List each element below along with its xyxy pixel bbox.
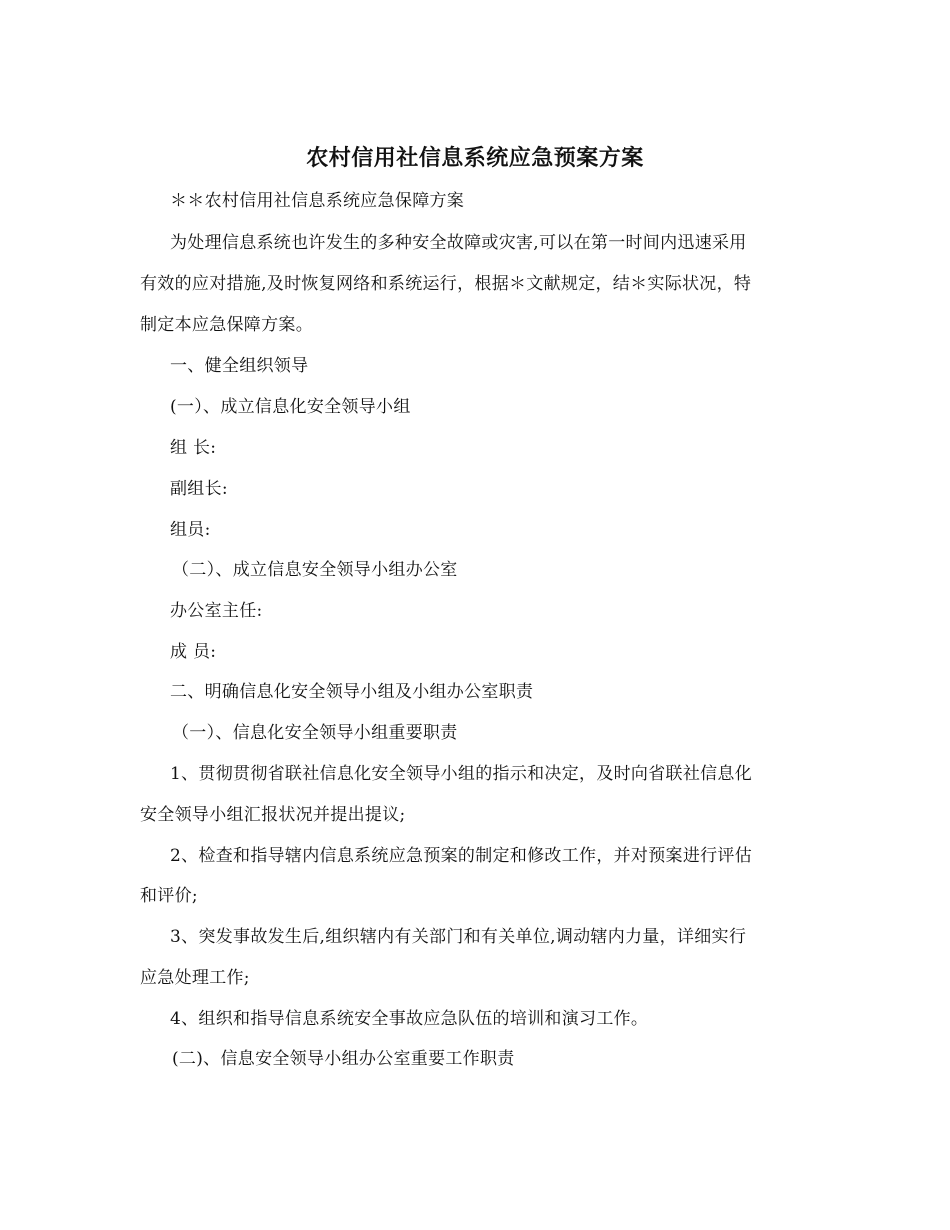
list-item-line: 2、检查和指导辖内信息系统应急预案的制定和修改工作，并对预案进行评估	[170, 846, 753, 866]
role-line: 副组长:	[170, 479, 228, 499]
list-item-line: 安全领导小组汇报状况并提出提议;	[140, 805, 406, 825]
role-line: 办公室主任:	[170, 601, 263, 621]
paragraph-line: 制定本应急保障方案。	[140, 315, 313, 335]
list-item-line: 4、组织和指导信息系统安全事故应急队伍的培训和演习工作。	[170, 1009, 649, 1029]
document-title: 农村信用社信息系统应急预案方案	[306, 145, 644, 171]
paragraph-line: 为处理信息系统也许发生的多种安全故障或灾害,可以在第一时间内迅速采用	[170, 233, 747, 253]
paragraph-line: 有效的应对措施,及时恢复网络和系统运行，根据＊文献规定，结＊实际状况，特	[140, 274, 752, 294]
list-item-line: 3、突发事故发生后,组织辖内有关部门和有关单位,调动辖内力量，详细实行	[170, 927, 747, 947]
subtitle-line: ＊＊农村信用社信息系统应急保障方案	[170, 191, 465, 211]
list-item-line: 1、贯彻贯彻省联社信息化安全领导小组的指示和决定，及时向省联社信息化	[170, 764, 753, 784]
role-line: 组员:	[170, 520, 211, 540]
list-item-line: 应急处理工作;	[140, 968, 250, 988]
subsection-heading: （一）、信息化安全领导小组重要职责	[172, 723, 458, 743]
section-heading: 二、明确信息化安全领导小组及小组办公室职责	[170, 682, 534, 702]
subsection-heading: （二）、成立信息安全领导小组办公室	[172, 560, 458, 580]
role-line: 组 长:	[170, 438, 217, 458]
role-line: 成 员:	[170, 642, 217, 662]
subsection-heading: (二)、信息安全领导小组办公室重要工作职责	[172, 1049, 515, 1069]
subsection-heading: (一）、成立信息化安全领导小组	[170, 397, 411, 417]
list-item-line: 和评价;	[140, 886, 198, 906]
section-heading: 一、健全组织领导	[170, 356, 309, 376]
